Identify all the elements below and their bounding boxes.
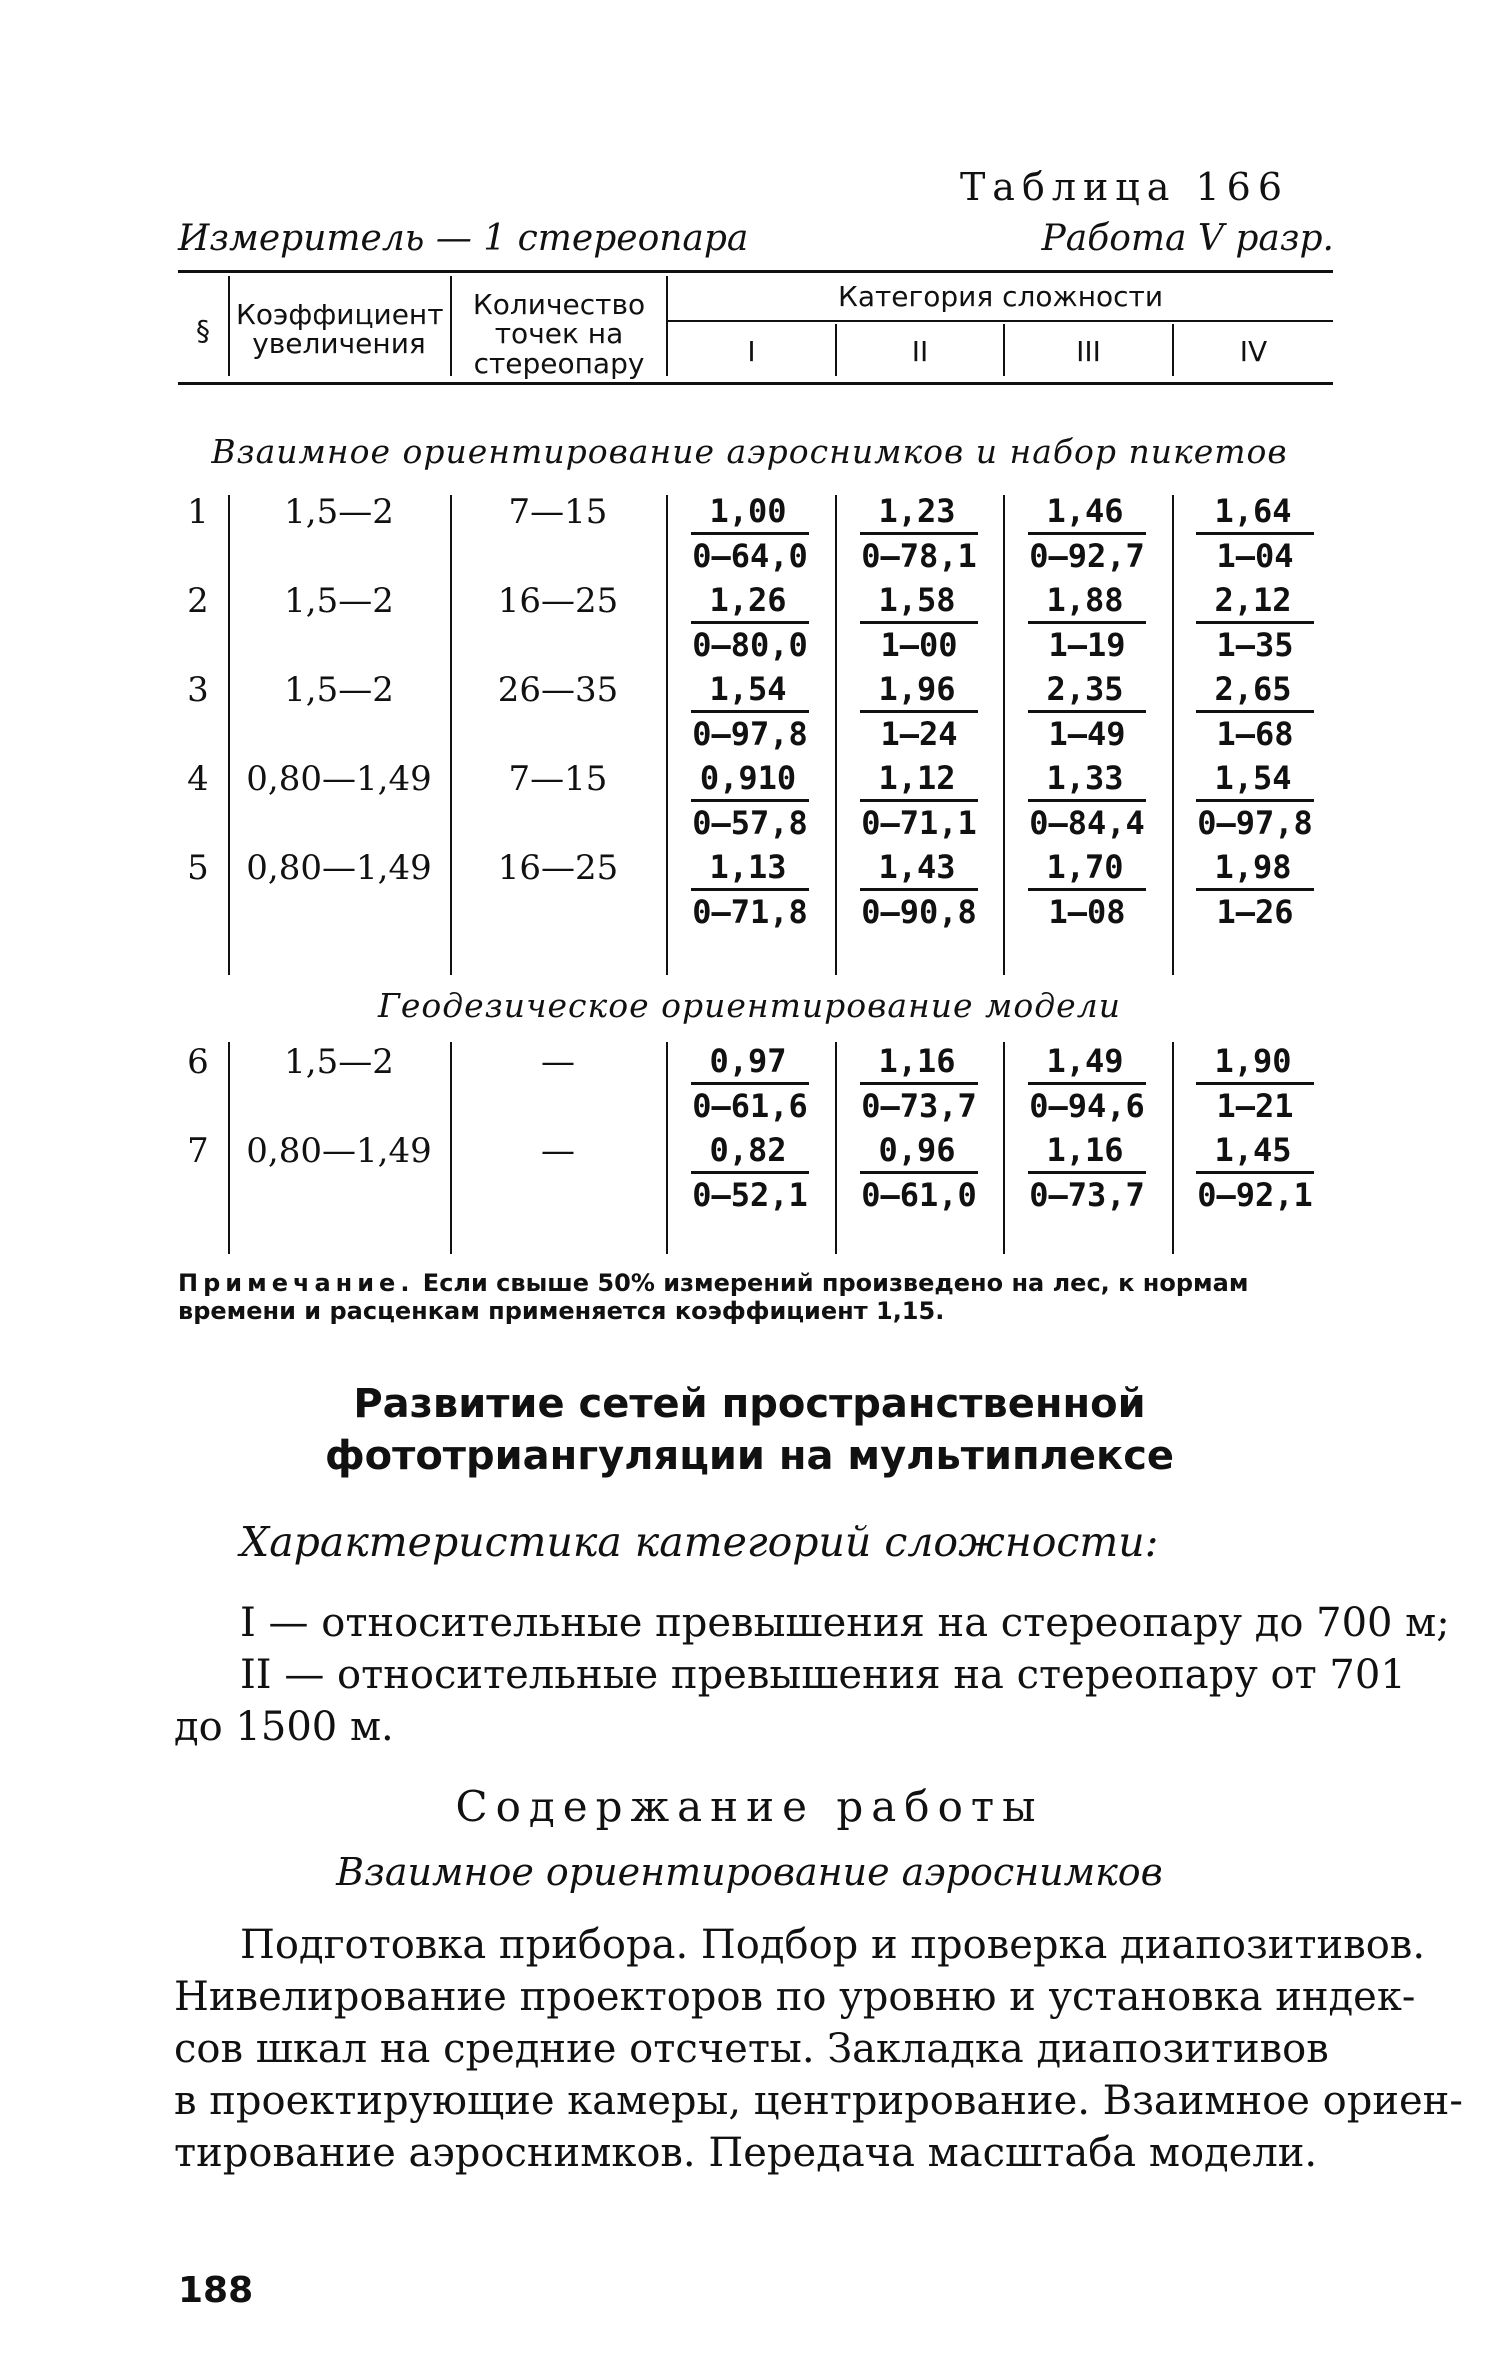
col-coef-header: Коэффициент увеличения (236, 298, 444, 361)
row-count: — (541, 1131, 575, 1171)
rate-cell: 1,16 0—73,7 (1029, 1131, 1145, 1214)
table-top-rule (178, 270, 1333, 273)
rate-cell: 1,64 1—04 (1190, 492, 1320, 575)
row-coef: 0,80—1,49 (246, 848, 432, 888)
rate-cell: 1,13 0—71,8 (692, 848, 808, 931)
rate-cell: 1,49 0—94,6 (1029, 1042, 1145, 1125)
rate-cell: 1,12 0—71,1 (861, 759, 977, 842)
meter-label: Измеритель — 1 стереопара (178, 218, 749, 259)
rate-cell: 1,88 1—19 (1022, 581, 1152, 664)
paragraph-line: Нивелирование проекторов по уровню и установка индек- (174, 1974, 1416, 2020)
section-heading: Развитие сетей пространственной фототриангуляции на мультиплексе (324, 1381, 1175, 1479)
rate-cell: 1,54 0—97,8 (1197, 759, 1313, 842)
body-divider (1003, 495, 1005, 975)
col-category-header: Категория сложности (837, 280, 1164, 313)
row-number: 2 (187, 581, 209, 621)
rate-cell: 1,54 0—97,8 (692, 670, 808, 753)
rate-cell: 1,26 0—80,0 (692, 581, 808, 664)
rate-cell: 0,96 0—61,0 (861, 1131, 977, 1214)
row-count: 16—25 (497, 848, 619, 888)
table-note: Примечание. Если свыше 50% измерений произведено на лес, к нормам времени и расценкам применяется коэффициент 1,15. (178, 1269, 1249, 1325)
body-divider (450, 1042, 452, 1254)
cat-header-3: III (1076, 335, 1101, 368)
body-divider (228, 495, 230, 975)
row-number: 4 (187, 759, 209, 799)
row-coef: 0,80—1,49 (246, 759, 432, 799)
body-divider (835, 495, 837, 975)
rate-cell: 1,58 1—00 (854, 581, 984, 664)
section-title: Геодезическое ориентирование модели (378, 986, 1121, 1025)
paragraph-line: Подготовка прибора. Подбор и проверка диапозитивов. (240, 1922, 1426, 1968)
characteristics-line: до 1500 м. (174, 1704, 394, 1750)
row-count: — (541, 1042, 575, 1082)
col-num-header: § (196, 314, 210, 347)
body-divider (1172, 495, 1174, 975)
rate-cell: 1,16 0—73,7 (861, 1042, 977, 1125)
header-divider (228, 276, 230, 376)
rate-cell: 2,35 1—49 (1022, 670, 1152, 753)
cat-header-1: I (747, 335, 756, 368)
rate-cell: 1,46 0—92,7 (1029, 492, 1145, 575)
row-coef: 1,5—2 (284, 670, 394, 710)
row-coef: 1,5—2 (284, 1042, 394, 1082)
row-coef: 1,5—2 (284, 581, 394, 621)
rate-cell: 1,70 1—08 (1022, 848, 1152, 931)
paragraph-line: сов шкал на средние отсчеты. Закладка диапозитивов (174, 2026, 1329, 2072)
section-title: Взаимное ориентирование аэроснимков и набор пикетов (211, 432, 1288, 471)
rate-cell: 0,82 0—52,1 (692, 1131, 808, 1214)
row-coef: 0,80—1,49 (246, 1131, 432, 1171)
page-number: 188 (178, 2270, 254, 2311)
col-count-header: Количество точек на стереопару (472, 288, 646, 380)
table-label: Таблица 166 (959, 165, 1289, 209)
rate-cell: 2,12 1—35 (1190, 581, 1320, 664)
body-divider (666, 495, 668, 975)
rate-cell: 1,45 0—92,1 (1197, 1131, 1313, 1214)
body-divider (450, 495, 452, 975)
rate-cell: 0,97 0—61,6 (692, 1042, 808, 1125)
cat-header-4: IV (1239, 335, 1268, 368)
rate-cell: 1,98 1—26 (1190, 848, 1320, 931)
header-divider (450, 276, 452, 376)
body-divider (835, 1042, 837, 1254)
paragraph-line: тирование аэроснимков. Передача масштаба модели. (174, 2130, 1318, 2176)
category-rule (668, 320, 1333, 322)
rate-cell: 1,00 0—64,0 (692, 492, 808, 575)
row-coef: 1,5—2 (284, 492, 394, 532)
row-number: 5 (187, 848, 209, 888)
body-divider (1172, 1042, 1174, 1254)
rate-cell: 2,65 1—68 (1190, 670, 1320, 753)
row-number: 6 (187, 1042, 209, 1082)
header-bottom-rule (178, 382, 1333, 385)
characteristics-title: Характеристика категорий сложности: (240, 1518, 1159, 1566)
content-title: Содержание работы (455, 1782, 1044, 1831)
characteristics-line: I — относительные превышения на стереопару до 700 м; (240, 1600, 1450, 1646)
characteristics-line: II — относительные превышения на стереопару от 701 (240, 1652, 1406, 1698)
work-label: Работа V разр. (1041, 218, 1334, 259)
rate-cell: 1,43 0—90,8 (861, 848, 977, 931)
row-count: 16—25 (497, 581, 619, 621)
row-count: 7—15 (508, 759, 608, 799)
row-number: 3 (187, 670, 209, 710)
body-divider (228, 1042, 230, 1254)
row-count: 26—35 (497, 670, 619, 710)
body-divider (666, 1042, 668, 1254)
rate-cell: 1,33 0—84,4 (1029, 759, 1145, 842)
row-number: 1 (187, 492, 209, 532)
rate-cell: 1,23 0—78,1 (861, 492, 977, 575)
subsection-title: Взаимное ориентирование аэроснимков (336, 1850, 1163, 1894)
row-number: 7 (187, 1131, 209, 1171)
cat-header-2: II (911, 335, 929, 368)
rate-cell: 1,96 1—24 (854, 670, 984, 753)
body-divider (1003, 1042, 1005, 1254)
row-count: 7—15 (508, 492, 608, 532)
rate-cell: 0,910 0—57,8 (692, 759, 808, 842)
paragraph-line: в проектирующие камеры, центрирование. Взаимное ориен- (174, 2078, 1463, 2124)
rate-cell: 1,90 1—21 (1190, 1042, 1320, 1125)
